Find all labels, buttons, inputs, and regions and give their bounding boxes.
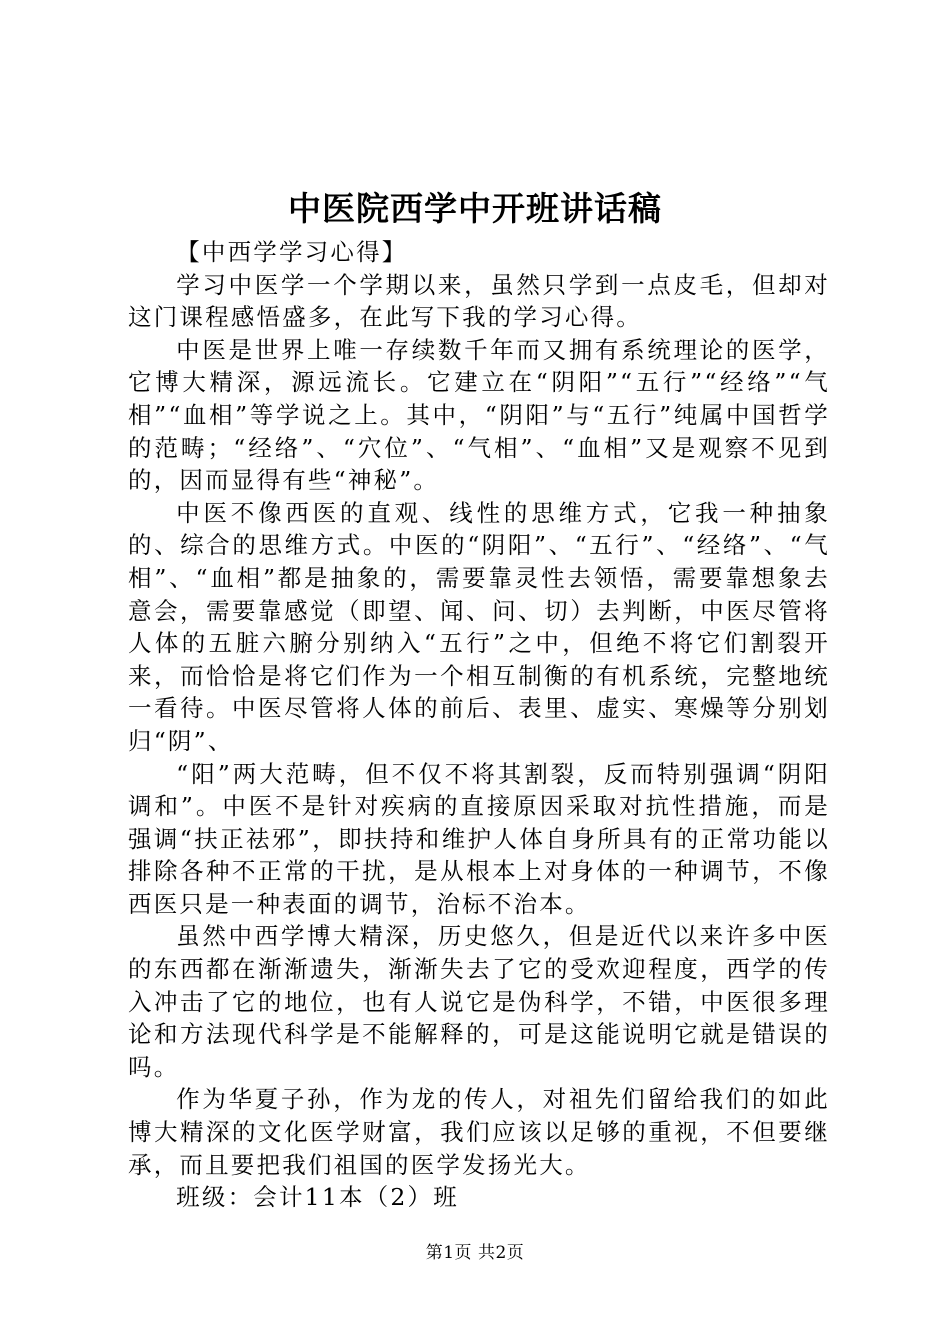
paragraph-tcm-overview: 中医是世界上唯一存续数千年而又拥有系统理论的医学，它博大精深，源远流长。它建立在“阴阳”“五行”“经络”“气相”“血相”等学说之上。其中，“阴阳”与“五行”纯属中国哲学的范畴；“经络”、“穴位”、“气相”、“血相”又是观察不见到的，因而显得有些“神秘”。 [128,335,830,495]
paragraph-modern-decline: 虽然中西学博大精深，历史悠久，但是近代以来许多中医的东西都在渐渐遗失，渐渐失去了它的受欢迎程度，西学的传入冲击了它的地位，也有人说它是伪科学，不错，中医很多理论和方法现代科学是不能解释的，可是这能说明它就是错误的吗。 [128,922,830,1081]
class-info: 班级：会计11本（2）班 [176,1183,459,1212]
paragraph-conclusion: 作为华夏子孙，作为龙的传人，对祖先们留给我们的如此博大精深的文化医学财富，我们应该以足够的重视，不但要继承，而且要把我们祖国的医学发扬光大。 [128,1085,830,1179]
page-number-footer: 第1页 共2页 [425,1243,525,1263]
document-body [128,236,830,1214]
paragraph-thinking-style: 中医不像西医的直观、线性的思维方式，它我一种抽象的、综合的思维方式。中医的“阴阳”、“五行”、“经络”、“气相”、“血相”都是抽象的，需要靠灵性去领悟，需要靠想象去意会，需要靠感觉（即望、闻、问、切）去判断，中医尽管将人体的五脏六腑分别纳入“五行”之中，但绝不将它们割裂开来，而恰恰是将它们作为一个相互制衡的有机系统，完整地统一看待。中医尽管将人体的前后、表里、虚实、寒燥等分别划归“阴”、 [128,498,830,755]
document-title: 中医院西学中开班讲话稿 [288,189,662,228]
paragraph-yin-yang: “阳”两大范畴，但不仅不将其割裂，反而特别强调“阴阳调和”。中医不是针对疾病的直接原因采取对抗性措施，而是强调“扶正祛邪”，即扶持和维护人体自身所具有的正常功能以排除各种不正常的干扰，是从根本上对身体的一种调节，不像西医只是一种表面的调节，治标不治本。 [128,759,830,918]
paragraph-intro: 学习中医学一个学期以来，虽然只学到一点皮毛，但却对这门课程感悟盛多，在此写下我的学习心得。 [128,270,830,332]
section-tag: 【中西学学习心得】 [176,238,408,266]
